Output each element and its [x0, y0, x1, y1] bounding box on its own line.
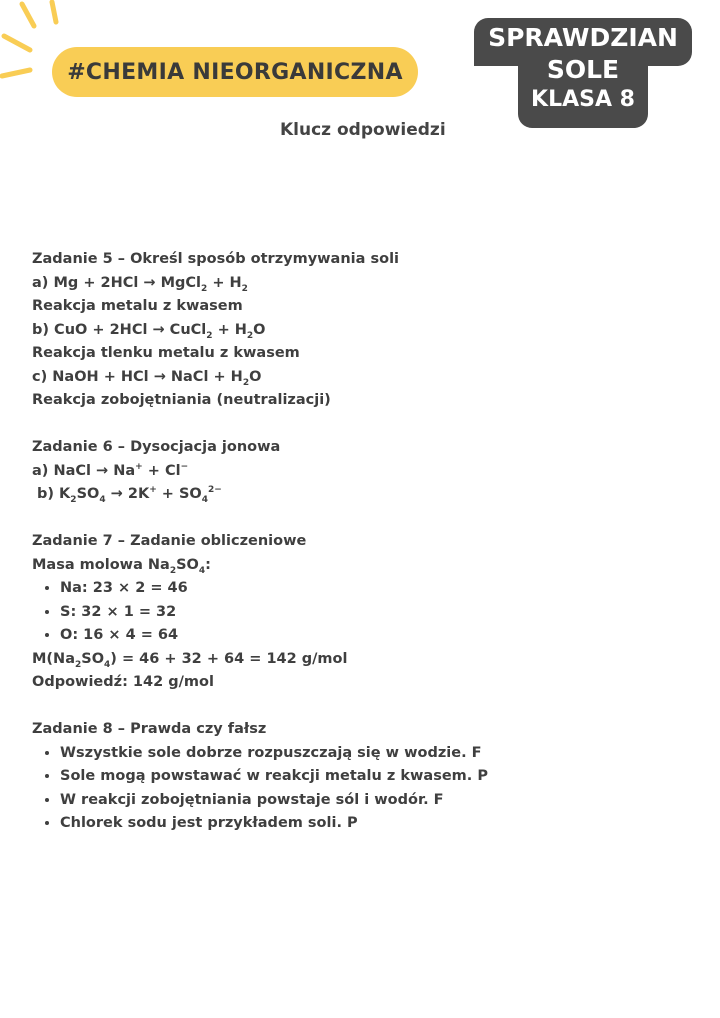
test-title-tag: [474, 22, 692, 118]
list-item: • Na: 23 × 2 = 46: [60, 577, 702, 601]
z5-a-equation: a) Mg + 2HCl → MgCl$_2$ + $H_2$: [32, 274, 248, 294]
z5-c-method: Reakcja zobojętniania (neutralizacji): [32, 392, 331, 408]
list-item: • O: 16 × 4 = 64: [60, 624, 702, 648]
z5-c-equation: c) NaOH + HCl → NaCl + $H_2O$: [32, 368, 262, 388]
z7-title: Zadanie 7 – Zadanie obliczeniowe: [32, 533, 307, 549]
answer-key-content: [32, 248, 702, 836]
list-item: • S: 32 × 1 = 32: [60, 601, 702, 625]
page-subtitle: Klucz odpowiedzi: [280, 120, 446, 140]
z5-a-method: Reakcja metalu z kwasem: [32, 298, 243, 314]
z5-b-method: Reakcja tlenku metalu z kwasem: [32, 345, 300, 361]
tag-line-sole: SOLE: [546, 55, 620, 84]
z7-molar-mass-label: Masa molowa $Na_2SO_4$:: [32, 556, 211, 576]
z7-calc-list: [32, 577, 702, 648]
tag-line-klasa: KLASA 8: [531, 87, 635, 112]
z8-statement-list: [32, 742, 702, 836]
list-item: • Wszystkie sole dobrze rozpuszczają się w wodzie. F: [60, 742, 702, 766]
z5-b-equation: b) CuO + 2HCl → CuCl$_2$ + $H_2O$: [32, 321, 266, 341]
z6-title: Zadanie 6 – Dysocjacja jonowa: [32, 439, 281, 455]
z8-title: Zadanie 8 – Prawda czy fałsz: [32, 721, 267, 737]
list-item: • Sole mogą powstawać w reakcji metalu z kwasem. P: [60, 765, 702, 789]
topic-banner: #CHEMIA NIEORGANICZNA: [52, 47, 418, 97]
sun-rays-decoration: [0, 0, 60, 90]
z7-answer: Odpowiedź: 142 g/mol: [32, 674, 214, 690]
z6-a-equation: a) NaCl → Na+ + Cl−: [32, 461, 189, 479]
list-item: • W reakcji zobojętniania powstaje sól i wodór. F: [60, 789, 702, 813]
tag-line-sprawdzian: SPRAWDZIAN: [488, 23, 678, 52]
z6-b-equation: b) $K_2SO_4 \to 2K^+ + SO_4^{2-}$: [37, 485, 222, 505]
z5-title: Zadanie 5 – Określ sposób otrzymywania soli: [32, 251, 400, 267]
z7-total: $M(Na_2SO_4) = 46 + 32 + 64 = 142$ g/mol: [32, 650, 348, 670]
list-item: • Chlorek sodu jest przykładem soli. P: [60, 812, 702, 836]
